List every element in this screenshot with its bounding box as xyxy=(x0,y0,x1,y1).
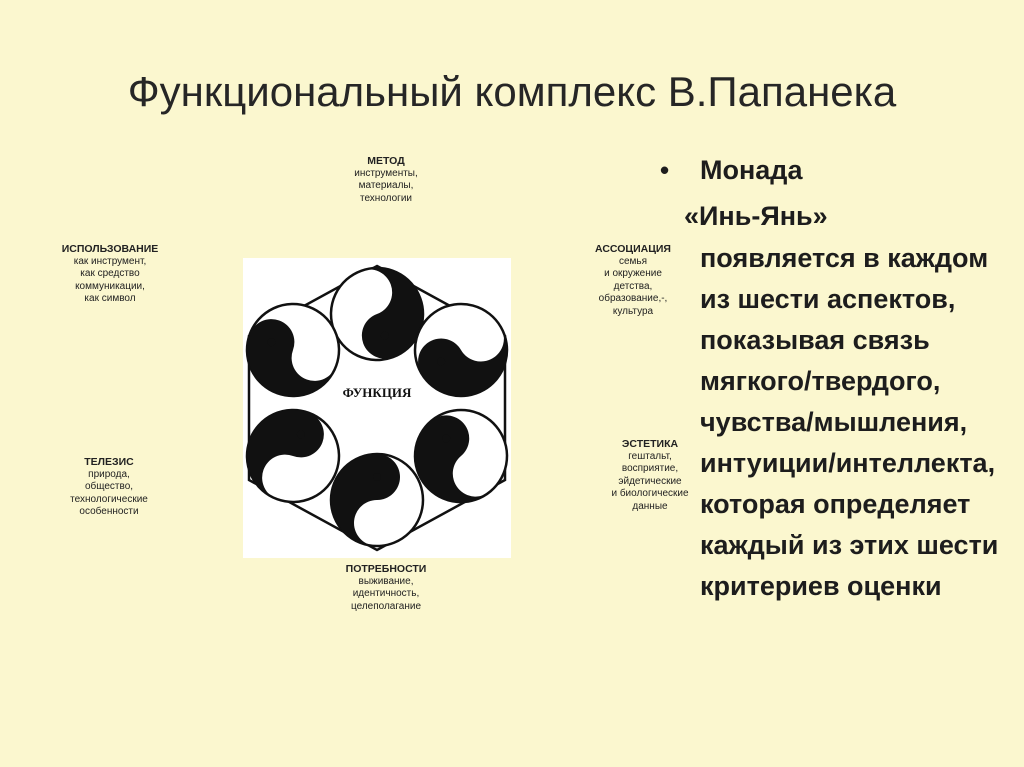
aspect-telesis-line: технологические xyxy=(70,493,148,505)
center-function-label: ФУНКЦИЯ xyxy=(342,385,412,400)
aspect-telesis xyxy=(44,456,174,519)
aspect-use-line: коммуникации, xyxy=(75,280,145,292)
bullet-heading: Монада xyxy=(700,155,803,185)
aspect-telesis-head: ТЕЛЕЗИС xyxy=(84,456,134,468)
aspect-aesthetics-line: восприятие, xyxy=(621,463,679,474)
aspect-use xyxy=(40,243,180,306)
aspect-association-head: АССОЦИАЦИЯ xyxy=(595,243,671,255)
function-hexagon-diagram xyxy=(243,258,511,558)
aspect-needs-line: целеполагание xyxy=(350,600,422,612)
bullet-body: появляется в каждом из шести аспектов, показывая связь мягкого/твердого, чувства/мышления, интуиции/интеллекта, которая определяет каждый из этих шести критериев оценки xyxy=(700,243,999,601)
aspect-method-line: технологии xyxy=(359,192,412,204)
bullet-marker: • xyxy=(660,155,670,185)
aspect-aesthetics-head: ЭСТЕТИКА xyxy=(621,438,679,450)
aspect-method xyxy=(326,155,446,205)
aspect-aesthetics xyxy=(592,438,708,513)
aspect-use-line: как символ xyxy=(84,293,136,304)
aspect-needs-line: идентичность, xyxy=(352,588,420,599)
aspect-method-line: инструменты, xyxy=(354,167,418,179)
aspect-association-line: детства, xyxy=(613,280,653,292)
bullet-quote: «Инь-Янь» xyxy=(684,201,828,231)
aspect-telesis-line: природа, xyxy=(88,468,130,480)
aspect-use-line: как средство xyxy=(80,268,140,279)
aspect-association xyxy=(578,243,688,318)
aspect-association-line: и окружение xyxy=(604,268,662,279)
aspect-use-head: ИСПОЛЬЗОВАНИЕ xyxy=(61,243,159,255)
aspect-aesthetics-line: эйдетические xyxy=(618,475,682,487)
aspect-association-line: культура xyxy=(612,305,654,317)
aspect-telesis-line: общество, xyxy=(84,481,134,492)
aspect-needs-line: выживание, xyxy=(358,575,414,587)
aspect-use-line: как инструмент, xyxy=(73,255,147,267)
aspect-needs-head: ПОТРЕБНОСТИ xyxy=(345,563,427,575)
aspect-association-line: образование,-, xyxy=(598,293,668,304)
aspect-aesthetics-line: и биологические xyxy=(611,488,689,499)
aspect-telesis-line: особенности xyxy=(79,506,139,517)
aspect-needs xyxy=(326,563,446,613)
aspect-aesthetics-line: данные xyxy=(632,500,668,512)
aspect-method-line: материалы, xyxy=(358,180,414,191)
yin-yang-icon xyxy=(331,454,423,546)
aspect-method-head: МЕТОД xyxy=(367,155,405,167)
aspect-aesthetics-line: гештальт, xyxy=(628,450,672,462)
slide-title: Функциональный комплекс В.Папанека xyxy=(127,68,897,115)
aspect-association-line: семья xyxy=(618,255,648,267)
